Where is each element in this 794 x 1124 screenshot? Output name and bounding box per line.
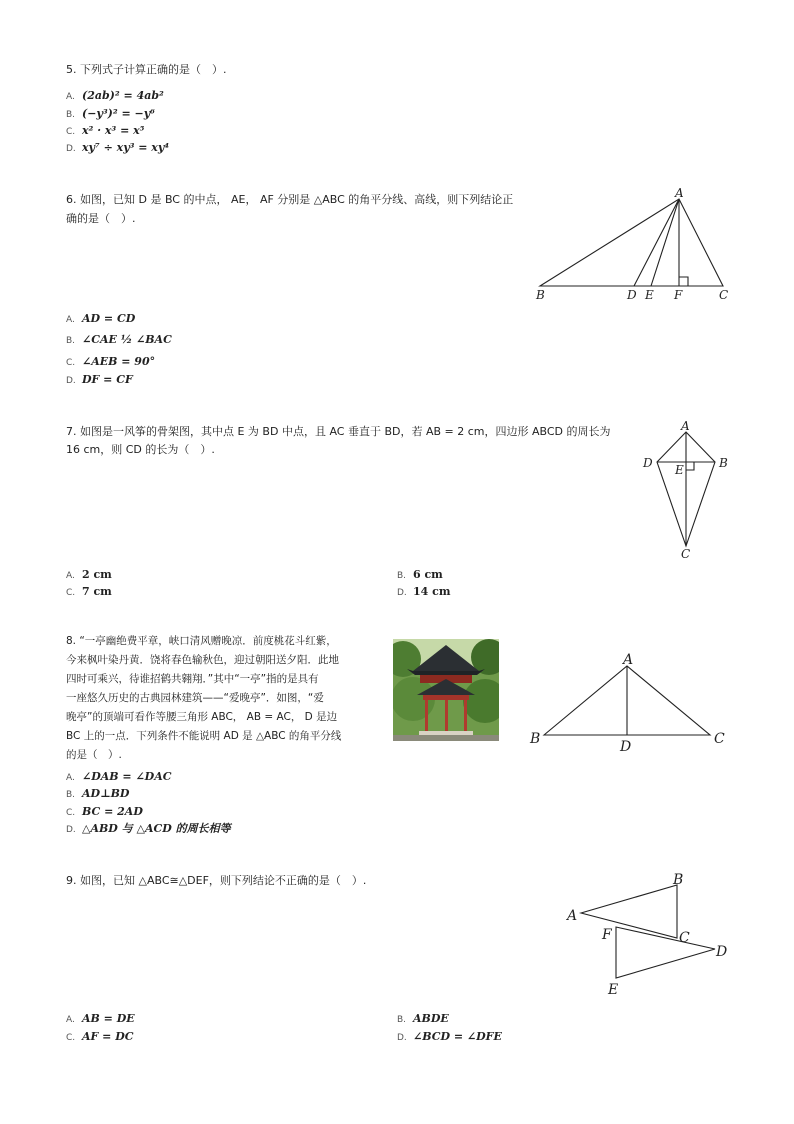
option-letter: B. — [66, 790, 76, 800]
option-text: (−y³)² = −y⁶ — [82, 107, 155, 120]
option-letter: C. — [66, 358, 76, 368]
q6-label-a: A — [675, 186, 684, 200]
q9-label-b: B — [673, 872, 684, 888]
option-letter: A. — [66, 773, 75, 783]
q6-option-b[interactable] — [66, 331, 172, 350]
q8-stem-line: 8. “一亭幽绝费平章，峡口清风赠晚凉．前度桃花斗红紫， — [66, 635, 337, 647]
q7-stem-line2: 16 cm，则 CD 的长为（ ）. — [66, 443, 215, 456]
q6-option-d[interactable] — [66, 371, 133, 390]
q5-option-d[interactable] — [66, 139, 169, 158]
q6-figure — [530, 186, 740, 306]
option-letter: D. — [66, 825, 76, 835]
q7-figure — [640, 418, 740, 560]
q8-label-a: A — [623, 652, 634, 668]
q7-label-e: E — [675, 463, 684, 477]
option-text: AB = DE — [82, 1012, 135, 1025]
q6-option-a[interactable] — [66, 310, 135, 329]
option-letter: D. — [66, 144, 76, 154]
q5-stem: 5. 下列式子计算正确的是（ ）. — [66, 63, 227, 76]
option-text: ∠DAB = ∠DAC — [82, 770, 172, 783]
q8-stem-line: 四时可乘兴，待谁招鹤共翱翔．”其中“一亭”指的是具有 — [66, 673, 319, 685]
option-text: xy⁷ ÷ xy³ = xy⁴ — [82, 141, 170, 154]
q6-label-d: D — [627, 288, 637, 302]
q9-option-b[interactable] — [397, 1010, 449, 1029]
option-text: 2 cm — [82, 568, 112, 581]
q7-label-a: A — [681, 419, 690, 433]
q8-stem-line: 一座悠久历史的古典园林建筑——“爱晚亭”．如图，“爱 — [66, 692, 324, 704]
option-letter: A. — [66, 1015, 75, 1025]
option-letter: C. — [66, 127, 76, 137]
q8-stem-line: 的是（ ）. — [66, 749, 122, 761]
option-letter: B. — [66, 336, 76, 346]
option-text: DF = CF — [82, 373, 133, 386]
option-letter: B. — [397, 571, 407, 581]
option-text: BC = 2AD — [82, 805, 143, 818]
option-text: x² · x³ = x⁵ — [82, 124, 145, 137]
q6-label-e: E — [645, 288, 654, 302]
option-text: AD⊥BD — [82, 787, 130, 800]
q8-stem — [66, 632, 384, 765]
option-text: ∠AEB = 90° — [82, 355, 156, 368]
q8-stem-line: 晚亭”的顶端可看作等腰三角形 ABC， AB = AC， D 是边 — [66, 711, 338, 723]
option-letter: B. — [397, 1015, 407, 1025]
q6-label-c: C — [719, 288, 729, 302]
q9-stem: 9. 如图，已知 △ABC≅△DEF，则下列结论不正确的是（ ）. — [66, 874, 367, 887]
q6-label-f: F — [674, 288, 683, 302]
q9-figure — [560, 868, 740, 1000]
q8-label-b: B — [530, 731, 541, 747]
q8-figure — [527, 651, 732, 753]
q7-option-c[interactable] — [66, 583, 112, 602]
q8-label-d: D — [620, 739, 632, 753]
option-text: △ABD 与 △ACD 的周长相等 — [82, 822, 231, 835]
q9-label-d: D — [716, 944, 728, 960]
option-letter: C. — [66, 808, 76, 818]
q8-stem-line: 今来枫叶染丹黄．饶将春色输秋色，迎过朝阳送夕阳．此地 — [66, 654, 339, 666]
option-text: AD = CD — [82, 312, 136, 325]
q8-label-c: C — [714, 731, 725, 747]
q9-label-a: A — [567, 908, 578, 924]
q8-option-b[interactable] — [66, 785, 129, 804]
option-text: ABDE — [413, 1012, 449, 1025]
option-letter: D. — [66, 376, 76, 386]
q8-stem-line: BC 上的一点．下列条件不能说明 AD 是 △ABC 的角平分线 — [66, 730, 342, 742]
option-text: ∠BCD = ∠DFE — [413, 1030, 502, 1043]
option-letter: A. — [66, 571, 75, 581]
option-text: 14 cm — [413, 585, 451, 598]
q5-option-a[interactable] — [66, 87, 164, 106]
pavilion-photo — [393, 639, 499, 741]
q9-option-d[interactable] — [397, 1028, 502, 1047]
option-letter: C. — [66, 1033, 76, 1043]
option-letter: A. — [66, 315, 75, 325]
option-letter: D. — [397, 1033, 407, 1043]
option-letter: B. — [66, 110, 76, 120]
q9-label-f: F — [602, 927, 612, 943]
q7-label-d: D — [643, 456, 653, 470]
option-text: ∠CAE ½ ∠BAC — [82, 333, 172, 346]
option-text: 6 cm — [413, 568, 443, 581]
q7-stem-line1: 7. 如图是一风筝的骨架图，其中点 E 为 BD 中点，且 AC 垂直于 BD，若 AB = 2 cm，四边形 ABCD 的周长为 — [66, 425, 611, 438]
option-text: (2ab)² = 4ab² — [82, 89, 164, 102]
q6-stem-line1: 6. 如图，已知 D 是 BC 的中点， AE， AF 分别是 △ABC 的角平分线、高线，则下列结论正 — [66, 193, 514, 206]
q8-option-d[interactable] — [66, 820, 231, 839]
option-letter: D. — [397, 588, 407, 598]
option-text: AF = DC — [82, 1030, 134, 1043]
q6-label-b: B — [536, 288, 545, 302]
q7-label-c: C — [681, 547, 691, 560]
q9-option-a[interactable] — [66, 1010, 135, 1029]
q9-label-e: E — [608, 982, 619, 998]
q9-option-c[interactable] — [66, 1028, 134, 1047]
q7-option-d[interactable] — [397, 583, 450, 602]
option-letter: A. — [66, 92, 75, 102]
option-letter: C. — [66, 588, 76, 598]
q6-option-c[interactable] — [66, 353, 155, 372]
q9-label-c: C — [679, 930, 690, 946]
option-text: 7 cm — [82, 585, 112, 598]
q7-label-b: B — [719, 456, 728, 470]
q6-stem-line2: 确的是（ ）. — [66, 212, 136, 225]
